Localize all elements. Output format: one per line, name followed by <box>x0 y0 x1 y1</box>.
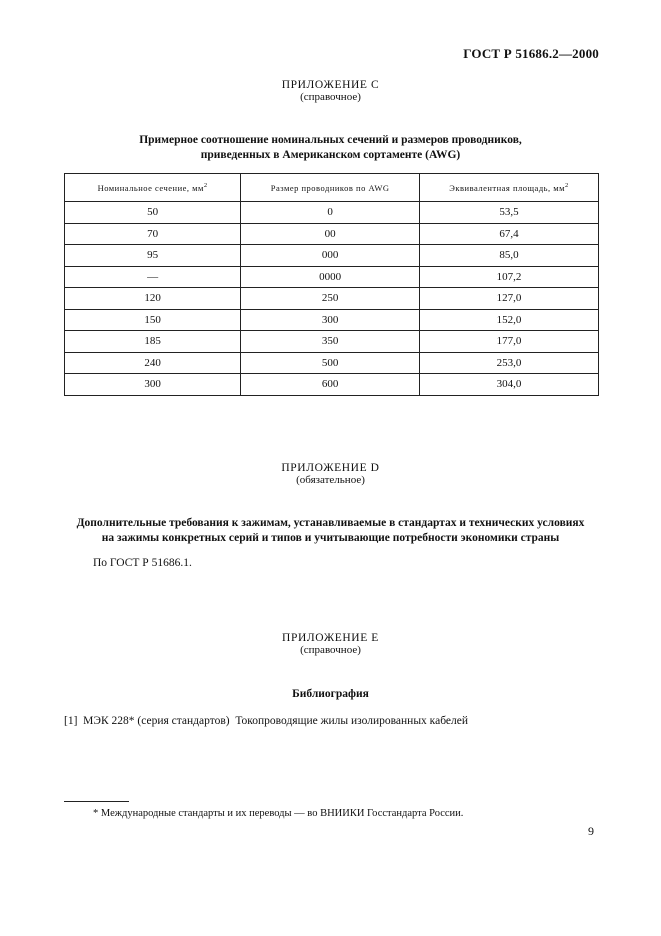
table-cell: 000 <box>241 245 420 267</box>
table-cell: 85,0 <box>420 245 599 267</box>
table-row <box>65 202 599 224</box>
table-cell: 185 <box>65 331 241 353</box>
bibliography-heading: Библиография <box>292 688 369 700</box>
table-row <box>65 309 599 331</box>
table-cell: 70 <box>65 223 241 245</box>
table-row <box>65 266 599 288</box>
column-header-awg: Размер проводников по AWG <box>241 174 420 202</box>
table-cell: 120 <box>65 288 241 310</box>
table-cell: — <box>65 266 241 288</box>
footnote: * Международные стандарты и их переводы — во ВНИИКИ Госстандарта России. <box>93 808 464 819</box>
table-row <box>65 245 599 267</box>
annex-d-type: (обязательное) <box>296 474 365 486</box>
bibliography-entry: [1] МЭК 228* (серия стандартов) Токопроводящие жилы изолированных кабелей <box>64 715 468 727</box>
annex-c-heading-line2: приведенных в Американском сортаменте (AWG) <box>200 149 461 161</box>
table-row <box>65 223 599 245</box>
annex-c-heading-line1: Примерное соотношение номинальных сечений и размеров проводников, <box>139 134 522 146</box>
table-cell: 304,0 <box>420 374 599 396</box>
table-cell: 152,0 <box>420 309 599 331</box>
annex-e-type: (справочное) <box>300 644 361 656</box>
page-number: 9 <box>588 824 594 838</box>
table-row <box>65 374 599 396</box>
table-cell: 500 <box>241 352 420 374</box>
table-cell: 50 <box>65 202 241 224</box>
table-cell: 240 <box>65 352 241 374</box>
annex-d-body: По ГОСТ Р 51686.1. <box>93 557 192 569</box>
table-cell: 350 <box>241 331 420 353</box>
annex-d-heading-line1: Дополнительные требования к зажимам, устанавливаемые в стандартах и технических условиях <box>76 517 585 529</box>
table-cell: 253,0 <box>420 352 599 374</box>
table-cell: 00 <box>241 223 420 245</box>
table-cell: 0000 <box>241 266 420 288</box>
table-cell: 300 <box>241 309 420 331</box>
table-row <box>65 352 599 374</box>
column-header-nominal: Номинальное сечение, $мм^2$ <box>65 174 241 202</box>
table-cell: 150 <box>65 309 241 331</box>
annex-d-heading-line2: на зажимы конкретных серий и типов и учитывающие потребности экономики страны <box>101 532 560 544</box>
table-cell: 600 <box>241 374 420 396</box>
table-cell: 95 <box>65 245 241 267</box>
footnote-divider <box>64 801 129 802</box>
table-row <box>65 288 599 310</box>
table-cell: 250 <box>241 288 420 310</box>
table-cell: 300 <box>65 374 241 396</box>
annex-e-title: ПРИЛОЖЕНИЕ Е <box>282 632 379 644</box>
table-header-row <box>65 174 599 202</box>
table-cell: 107,2 <box>420 266 599 288</box>
annex-c-type: (справочное) <box>300 91 361 103</box>
annex-d-title: ПРИЛОЖЕНИЕ D <box>281 462 380 474</box>
table-cell: 0 <box>241 202 420 224</box>
table-cell: 177,0 <box>420 331 599 353</box>
table-cell: 127,0 <box>420 288 599 310</box>
table-row <box>65 331 599 353</box>
annex-c-title: ПРИЛОЖЕНИЕ С <box>281 79 380 91</box>
table-cell: 53,5 <box>420 202 599 224</box>
awg-table <box>64 173 599 396</box>
column-header-equivalent: Эквивалентная площадь, $мм^2$ <box>420 174 599 202</box>
table-cell: 67,4 <box>420 223 599 245</box>
document-code: ГОСТ Р 51686.2—2000 <box>463 46 599 61</box>
